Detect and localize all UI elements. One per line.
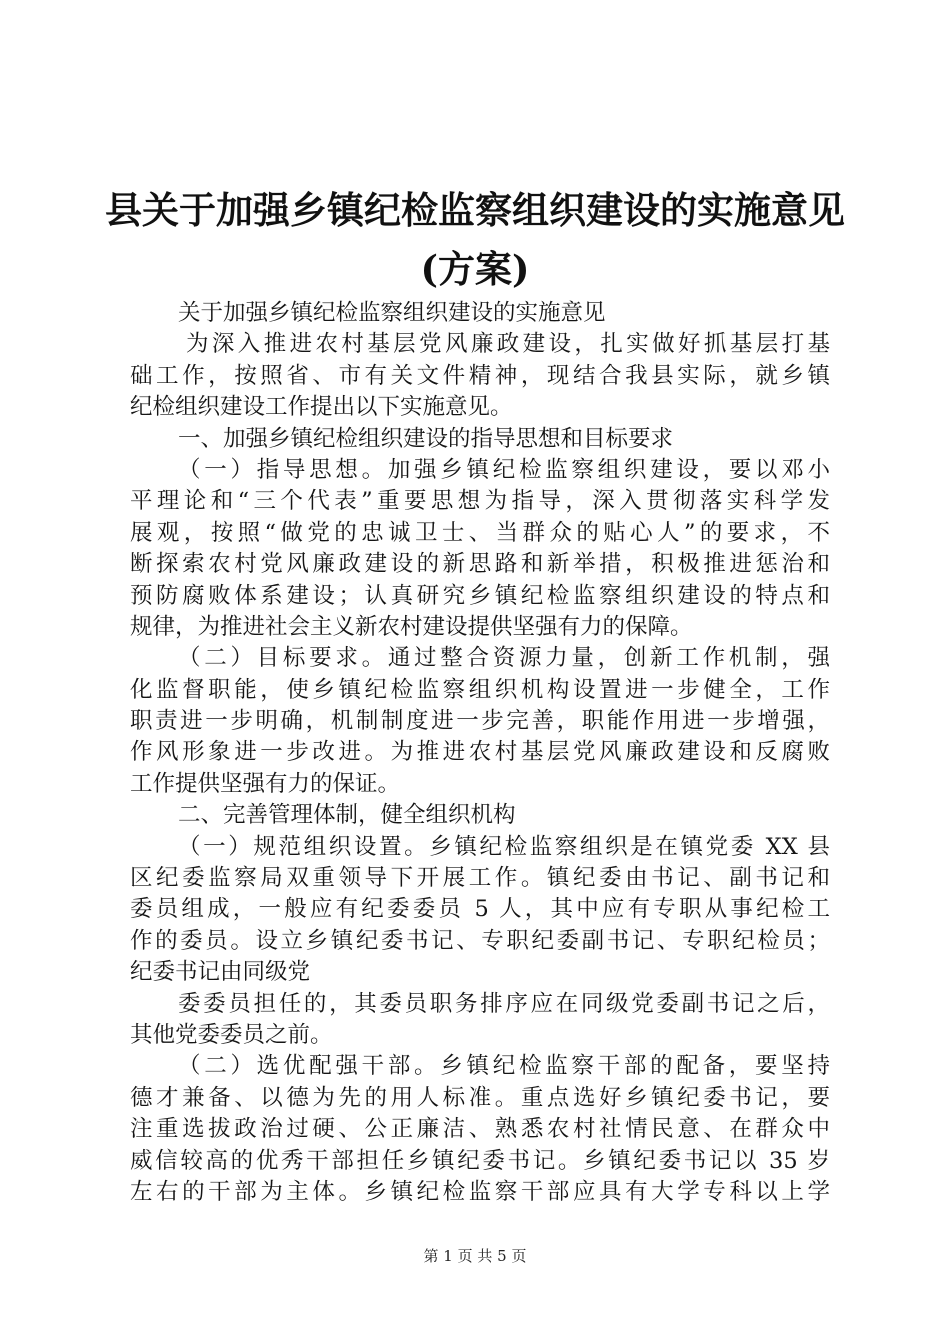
body-text-line: 作的委员。设立乡镇纪委书记、专职纪委副书记、专职纪检员； — [130, 927, 830, 954]
body-text-line: 关于加强乡镇纪检监察组织建设的实施意见 — [178, 300, 606, 326]
body-text-line: 为深入推进农村基层党风廉政建设，扎实做好抓基层打基 — [186, 331, 830, 358]
body-text-line: 规律，为推进社会主义新农村建设提供坚强有力的保障。 — [130, 613, 693, 640]
body-text-line: 左右的干部为主体。乡镇纪检监察干部应具有大学专科以上学 — [130, 1178, 830, 1205]
body-text-line: 职责进一步明确，机制制度进一步完善，职能作用进一步增强， — [130, 708, 830, 735]
body-text-line: 化监督职能，使乡镇纪检监察组织机构设置进一步健全，工作 — [130, 676, 830, 703]
body-text-line: 础工作，按照省、市有关文件精神，现结合我县实际，就乡镇 — [130, 362, 830, 389]
body-text-line: 二、完善管理体制，健全组织机构 — [178, 802, 516, 829]
body-text-line: （二）选优配强干部。乡镇纪检监察干部的配备，要坚持 — [178, 1053, 830, 1080]
body-text-line: 德才兼备、以德为先的用人标准。重点选好乡镇纪委书记，要 — [130, 1084, 830, 1111]
body-text-line: 平理论和“三个代表”重要思想为指导，深入贯彻落实科学发 — [130, 488, 830, 515]
body-text-line: 预防腐败体系建设；认真研究乡镇纪检监察组织建设的特点和 — [130, 582, 830, 609]
body-text-line: 注重选拔政治过硬、公正廉洁、熟悉农村社情民意、在群众中 — [130, 1116, 830, 1143]
body-text-line: （一）指导思想。加强乡镇纪检监察组织建设，要以邓小 — [178, 456, 830, 483]
body-text-line: 纪委书记由同级党 — [130, 959, 311, 986]
document-body — [130, 298, 830, 1208]
page-footer: 第 1 页 共 5 页 — [423, 1247, 527, 1265]
body-text-line: （二）目标要求。通过整合资源力量，创新工作机制，强 — [178, 645, 830, 672]
body-text-line: 展观，按照“做党的忠诚卫士、当群众的贴心人”的要求，不 — [130, 519, 830, 546]
body-text-line: 委委员担任的，其委员职务排序应在同级党委副书记之后， — [178, 990, 830, 1017]
body-text-line: （一）规范组织设置。乡镇纪检监察组织是在镇党委 XX 县 — [178, 833, 830, 860]
body-text-line: 威信较高的优秀干部担任乡镇纪委书记。乡镇纪委书记以 35 岁 — [130, 1147, 830, 1174]
body-text-line: 工作提供坚强有力的保证。 — [130, 770, 401, 797]
document-title-line-2: (方案) — [420, 247, 530, 291]
body-text-line: 一、加强乡镇纪检组织建设的指导思想和目标要求 — [178, 425, 674, 452]
body-text-line: 区纪委监察局双重领导下开展工作。镇纪委由书记、副书记和 — [130, 865, 830, 892]
document-title-line-1: 县关于加强乡镇纪检监察组织建设的实施意见 — [105, 188, 845, 232]
body-text-line: 纪检组织建设工作提出以下实施意见。 — [130, 394, 513, 421]
body-text-line: 委员组成，一般应有纪委委员 5 人，其中应有专职从事纪检工 — [130, 896, 830, 923]
body-text-line: 其他党委委员之前。 — [130, 1021, 333, 1048]
body-text-line: 作风形象进一步改进。为推进农村基层党风廉政建设和反腐败 — [130, 739, 830, 766]
body-text-line: 断探索农村党风廉政建设的新思路和新举措，积极推进惩治和 — [130, 551, 830, 578]
